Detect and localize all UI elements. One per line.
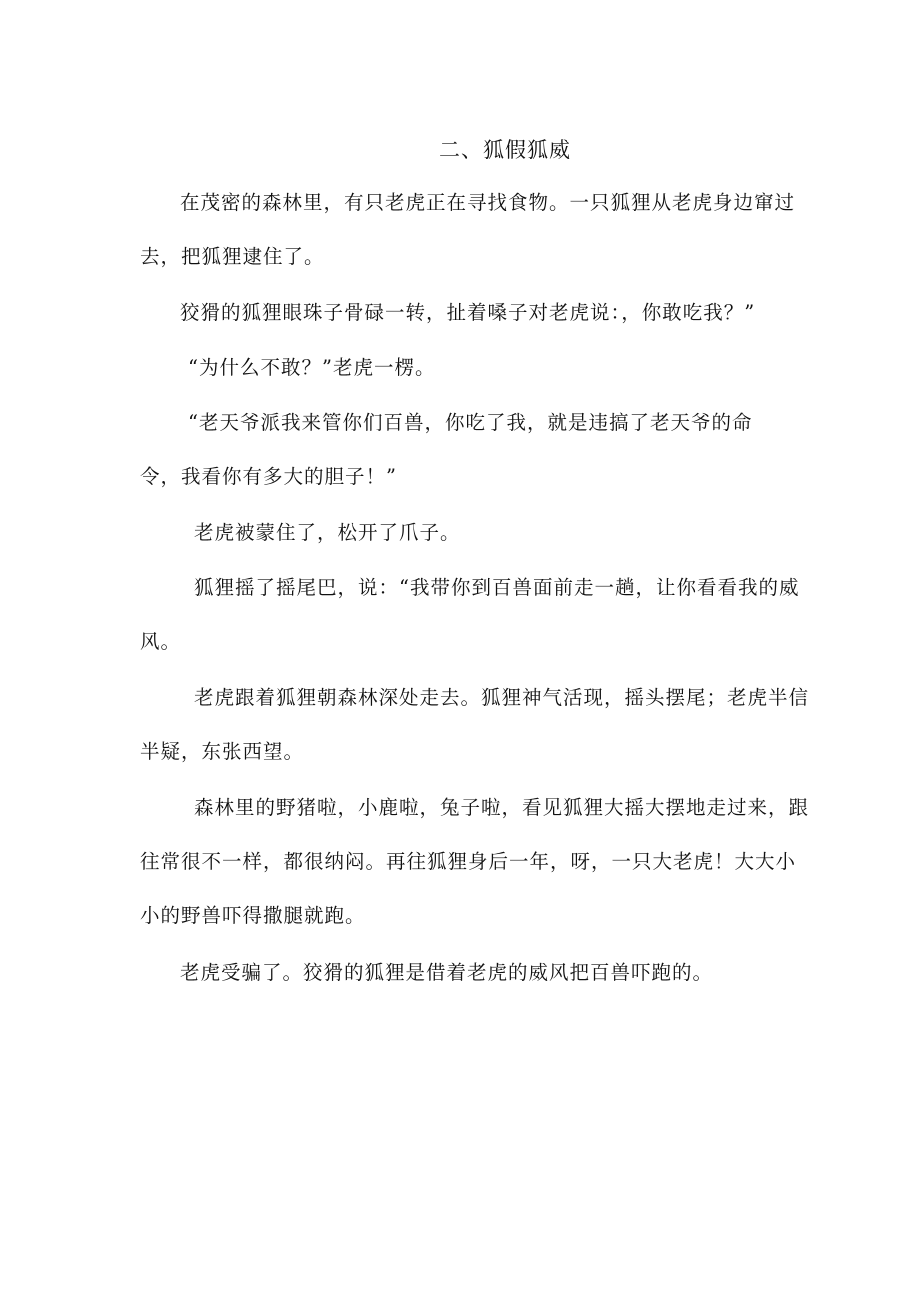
paragraph-6 xyxy=(140,561,800,669)
paragraph-line: 往常很不一样，都很纳闷。再往狐狸身后一年，呀，一只大老虎！大大小 xyxy=(140,850,797,873)
document-title: 二、狐假狐威 xyxy=(439,138,571,162)
paragraph-4 xyxy=(140,396,800,504)
paragraph-9 xyxy=(140,946,800,1000)
paragraph-3 xyxy=(140,341,800,395)
paragraph-7 xyxy=(140,671,810,779)
paragraph-8 xyxy=(140,781,810,943)
paragraph-2 xyxy=(140,286,800,340)
paragraph-line: 去，把狐狸逮住了。 xyxy=(140,245,325,268)
paragraph-line: 半疑，东张西望。 xyxy=(140,740,305,763)
paragraph-1 xyxy=(140,176,800,284)
paragraph-line: 风。 xyxy=(140,630,182,653)
paragraph-line: 老虎跟着狐狸朝森林深处走去。狐狸神气活现，摇头摆尾；老虎半信 xyxy=(194,686,810,709)
paragraph-line: 老虎受骗了。狡猾的狐狸是借着老虎的威风把百兽吓跑的。 xyxy=(180,961,714,984)
paragraph-line: “为什么不敢？”老虎一楞。 xyxy=(188,356,436,379)
paragraph-line: “老天爷派我来管你们百兽，你吃了我，就是违搞了老天爷的命 xyxy=(188,411,753,434)
paragraph-line: 令，我看你有多大的胆子！” xyxy=(140,465,397,488)
paragraph-line: 狡猾的狐狸眼珠子骨碌一转，扯着嗓子对老虎说：，你敢吃我？” xyxy=(180,301,756,324)
paragraph-line: 森林里的野猪啦，小鹿啦，兔子啦，看见狐狸大摇大摆地走过来，跟 xyxy=(194,796,810,819)
paragraph-line: 小的野兽吓得撒腿就跑。 xyxy=(140,904,366,927)
paragraph-5 xyxy=(140,506,800,560)
paragraph-line: 在茂密的森林里，有只老虎正在寻找食物。一只狐狸从老虎身边窜过 xyxy=(180,191,796,214)
paragraph-line: 狐狸摇了摇尾巴，说：“我带你到百兽面前走一趟，让你看看我的威 xyxy=(194,576,800,599)
paragraph-line: 老虎被蒙住了，松开了爪子。 xyxy=(194,521,461,544)
